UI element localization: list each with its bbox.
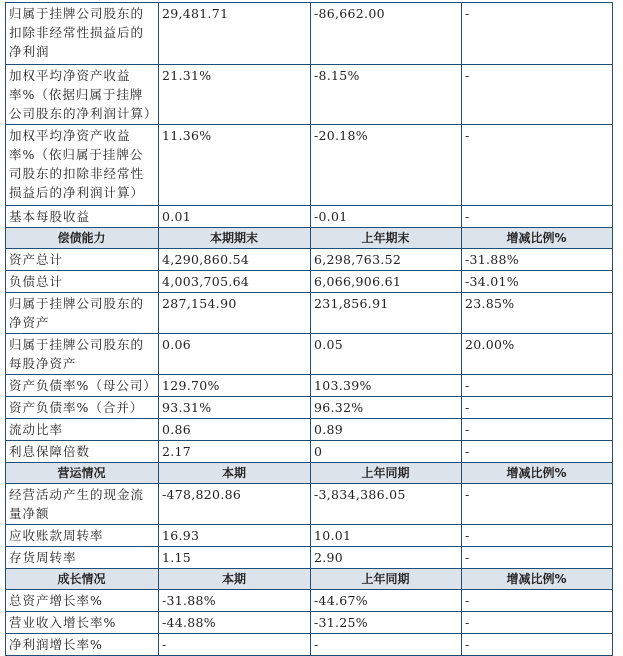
table-row [6,206,613,228]
section-title: 成长情况 [6,569,159,590]
row-label: 加权平均净资产收益率%（依据归属于挂牌公司股东的净利润计算） [6,65,159,125]
table-row [6,441,613,463]
section-title: 营运情况 [6,463,159,484]
table-row [6,334,613,375]
column-header-previous: 上年同期 [311,569,462,590]
previous-value: -86,662.00 [311,3,462,65]
row-label: 存货周转率 [6,547,159,569]
row-label: 流动比率 [6,419,159,441]
row-label: 归属于挂牌公司股东的扣除非经常性损益后的净利润 [6,3,159,65]
row-label: 归属于挂牌公司股东的每股净资产 [6,334,159,375]
section-header-row [6,228,613,249]
current-value: 4,003,705.64 [159,271,311,293]
column-header-previous: 上年期末 [311,228,462,249]
row-label: 应收账款周转率 [6,525,159,547]
change-value: - [462,65,613,125]
column-header-change: 增减比例% [462,569,613,590]
change-value: -34.01% [462,271,613,293]
previous-value: -31.25% [311,612,462,634]
change-value: 23.85% [462,293,613,334]
current-value: - [159,634,311,656]
row-label: 净利润增长率% [6,634,159,656]
column-header-current: 本期 [159,569,311,590]
previous-value: 10.01 [311,525,462,547]
table-row [6,293,613,334]
change-value: - [462,441,613,463]
previous-value: 103.39% [311,375,462,397]
row-label: 利息保障倍数 [6,441,159,463]
row-label: 总资产增长率% [6,590,159,612]
previous-value: 2.90 [311,547,462,569]
section-header-row [6,569,613,590]
current-value: -478,820.86 [159,484,311,525]
table-row [6,125,613,206]
previous-value: 0.05 [311,334,462,375]
column-header-current: 本期 [159,463,311,484]
current-value: 2.17 [159,441,311,463]
column-header-change: 增减比例% [462,463,613,484]
table-row [6,634,613,656]
change-value: - [462,375,613,397]
table-row [6,375,613,397]
current-value: 21.31% [159,65,311,125]
current-value: 129.70% [159,375,311,397]
previous-value: 96.32% [311,397,462,419]
previous-value: -44.67% [311,590,462,612]
previous-value: -0.01 [311,206,462,228]
section-header-row [6,463,613,484]
table-row [6,484,613,525]
change-value: 20.00% [462,334,613,375]
row-label: 营业收入增长率% [6,612,159,634]
previous-value: 6,066,906.61 [311,271,462,293]
column-header-current: 本期期末 [159,228,311,249]
current-value: 0.06 [159,334,311,375]
table-row [6,3,613,65]
change-value: - [462,484,613,525]
change-value: - [462,206,613,228]
column-header-change: 增减比例% [462,228,613,249]
current-value: 11.36% [159,125,311,206]
previous-value: 0 [311,441,462,463]
current-value: 16.93 [159,525,311,547]
table-row [6,249,613,271]
table-row [6,612,613,634]
previous-value: - [311,634,462,656]
previous-value: 6,298,763.52 [311,249,462,271]
table-row [6,590,613,612]
current-value: 29,481.71 [159,3,311,65]
current-value: -44.88% [159,612,311,634]
current-value: 1.15 [159,547,311,569]
row-label: 资产负债率%（合并） [6,397,159,419]
change-value: - [462,612,613,634]
previous-value: 0.89 [311,419,462,441]
current-value: 0.86 [159,419,311,441]
change-value: - [462,634,613,656]
row-label: 加权平均净资产收益率%（依归属于挂牌公司股东的扣除非经常性损益后的净利润计算） [6,125,159,206]
change-value: - [462,397,613,419]
table-row [6,525,613,547]
current-value: 287,154.90 [159,293,311,334]
previous-value: 231,856.91 [311,293,462,334]
change-value: - [462,590,613,612]
table-row [6,271,613,293]
row-label: 负债总计 [6,271,159,293]
previous-value: -20.18% [311,125,462,206]
row-label: 归属于挂牌公司股东的净资产 [6,293,159,334]
row-label: 基本每股收益 [6,206,159,228]
change-value: - [462,125,613,206]
table-row [6,65,613,125]
change-value: - [462,525,613,547]
row-label: 资产总计 [6,249,159,271]
row-label: 经营活动产生的现金流量净额 [6,484,159,525]
previous-value: -8.15% [311,65,462,125]
row-label: 资产负债率%（母公司） [6,375,159,397]
table-row [6,419,613,441]
change-value: - [462,419,613,441]
current-value: -31.88% [159,590,311,612]
change-value: - [462,3,613,65]
current-value: 4,290,860.54 [159,249,311,271]
current-value: 0.01 [159,206,311,228]
table-body [6,3,613,656]
change-value: - [462,547,613,569]
change-value: -31.88% [462,249,613,271]
table-row [6,397,613,419]
column-header-previous: 上年同期 [311,463,462,484]
financial-indicators-table [5,2,613,656]
section-title: 偿债能力 [6,228,159,249]
previous-value: -3,834,386.05 [311,484,462,525]
table-row [6,547,613,569]
current-value: 93.31% [159,397,311,419]
